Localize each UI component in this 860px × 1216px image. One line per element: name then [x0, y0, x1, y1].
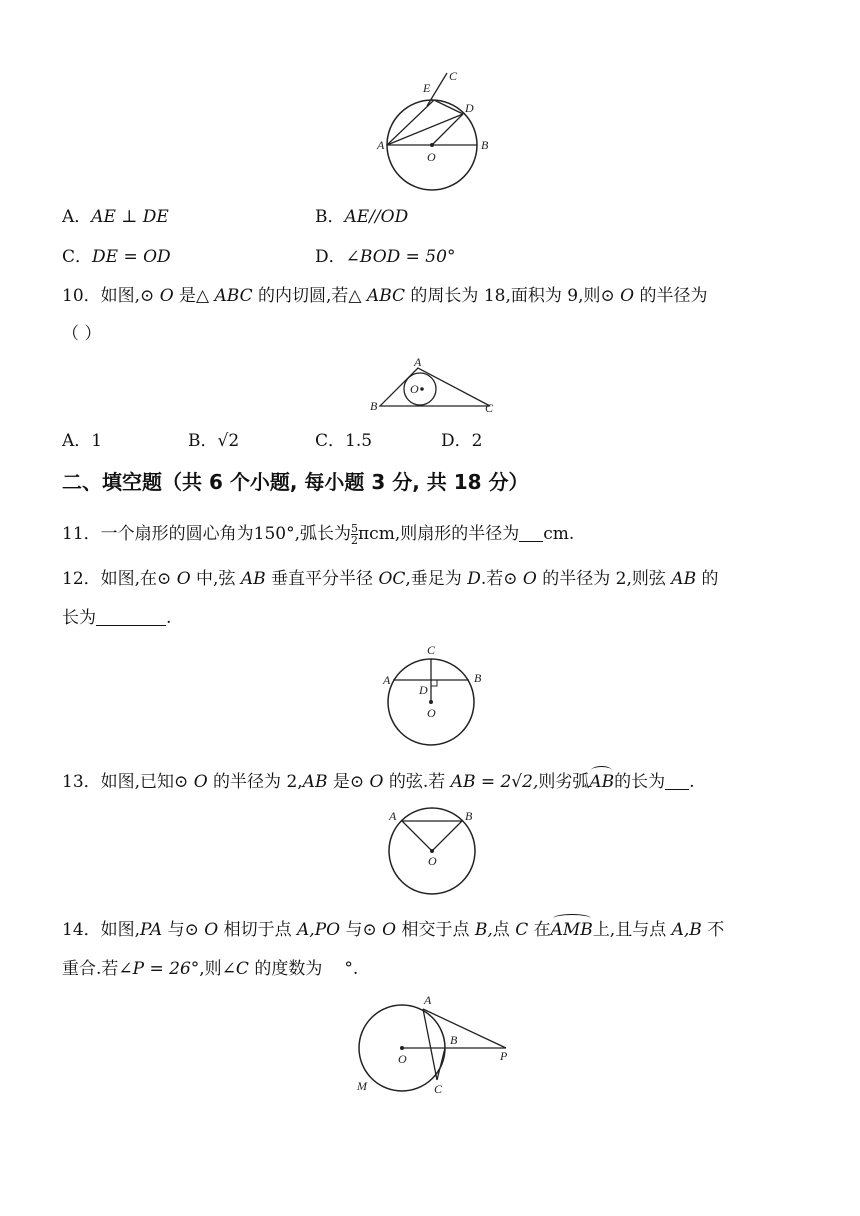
q9-options-row1: [62, 205, 169, 229]
q9-option-a-label: A．: [62, 207, 92, 227]
fig9-label-a: A: [377, 138, 385, 152]
fig13-label-a: A: [389, 809, 397, 823]
q9-figure: [375, 68, 495, 193]
q13-answer-blank[interactable]: [665, 771, 689, 790]
fig14-label-o: O: [398, 1052, 407, 1066]
q9-option-d-label: D．: [315, 247, 346, 267]
q10-text-1: 如图,⊙: [100, 286, 155, 306]
fig10-label-a: A: [414, 355, 422, 369]
q10-option-a: A．1: [62, 431, 103, 451]
q14-figure: [352, 992, 522, 1097]
fig12-label-c: C: [427, 643, 436, 657]
q9-option-d: [315, 245, 455, 269]
q9-option-c-label: C．: [62, 247, 93, 267]
q10-option-b: B．√2: [188, 431, 240, 451]
q12-answer-blank[interactable]: [96, 607, 166, 626]
q10-figure: [368, 356, 498, 416]
q12-line2: 长为 .: [62, 608, 172, 628]
q10-circle-o-2: O: [620, 286, 635, 306]
fig9-label-d: D: [465, 101, 474, 115]
q13-stem: 13．如图,已知⊙ O 的半径为 2,AB 是⊙ O 的弦.若 AB = 2√2,则劣弧AB的长为 .: [62, 772, 695, 792]
q10-text-3: 的内切圆,若△: [258, 286, 362, 306]
q11-stem: [62, 522, 574, 546]
fig13-label-o: O: [428, 854, 437, 868]
q10-text-5: 的半径为: [639, 286, 708, 306]
q11-text-3: cm.: [543, 524, 575, 544]
fig12-label-d: D: [419, 683, 428, 697]
q9-option-c-text: DE = OD: [92, 247, 171, 267]
q14-stem: 14．如图,PA 与⊙ O 相切于点 A,PO 与⊙ O 相交于点 B,点 C 在AMB上,且与点 A,B 不: [62, 920, 725, 940]
fig14-label-a: A: [424, 993, 432, 1007]
q14-arc-amb: AMB: [550, 920, 593, 940]
fig13-label-b: B: [465, 809, 473, 823]
q10-triangle-1: ABC: [214, 286, 253, 306]
fig12-label-b: B: [474, 671, 482, 685]
q12-number: 12．: [62, 569, 101, 589]
q13-figure: [380, 805, 480, 900]
q11-fraction: $\frac{5}{2}$: [351, 522, 358, 547]
q11-text-2: πcm,则扇形的半径为: [358, 524, 520, 544]
q14-answer-blank[interactable]: [322, 958, 344, 977]
q10-option-c: C．1.5: [315, 431, 373, 451]
q13-number: 13．: [62, 772, 101, 792]
q9-option-b-text: AE//OD: [344, 207, 409, 227]
q14-line2: 重合.若∠P = 26°,则∠C 的度数为 °.: [62, 959, 359, 979]
q9-options-row2: [62, 245, 171, 269]
q10-option-d: D．2: [441, 431, 483, 451]
q12-figure: [378, 640, 488, 755]
fig14-label-b: B: [450, 1033, 458, 1047]
fig9-label-o: O: [427, 150, 436, 164]
q11-text-1: 一个扇形的圆心角为150°,弧长为: [100, 524, 351, 544]
fig12-label-o: O: [427, 706, 436, 720]
fig12-label-a: A: [383, 673, 391, 687]
q10-text-4: 的周长为 18,面积为 9,则⊙: [410, 286, 615, 306]
q13-arc-ab: AB: [589, 772, 615, 792]
section-2-heading: 二、填空题（共 6 个小题, 每小题 3 分, 共 18 分）: [62, 470, 529, 494]
q11-number: 11．: [62, 524, 101, 544]
q11-answer-blank[interactable]: [519, 523, 543, 542]
fig10-label-b: B: [370, 399, 378, 413]
fig10-label-c: C: [485, 401, 494, 415]
q9-option-b-label: B．: [315, 207, 345, 227]
q10-text-2: 是△: [179, 286, 210, 306]
q10-number: 10．: [62, 286, 101, 306]
fig14-label-p: P: [500, 1049, 508, 1063]
fig10-label-o: O: [410, 382, 419, 396]
q9-option-b: [315, 205, 408, 229]
fig14-label-m: M: [357, 1079, 367, 1093]
q9-option-d-text: ∠BOD = 50°: [345, 247, 456, 267]
fig14-label-c: C: [434, 1082, 443, 1096]
q10-circle-o-1: O: [159, 286, 174, 306]
q12-stem: 12．如图,在⊙ O 中,弦 AB 垂直平分半径 OC,垂足为 D.若⊙ O 的半径为 2,则弦 AB 的: [62, 569, 719, 589]
fig9-label-c: C: [449, 69, 458, 83]
fig9-label-e: E: [423, 81, 431, 95]
q10-options: [62, 429, 102, 453]
fig9-label-b: B: [481, 138, 489, 152]
q10-stem: [62, 284, 707, 308]
q14-number: 14．: [62, 920, 101, 940]
q10-triangle-2: ABC: [366, 286, 406, 306]
q9-option-a-text: AE ⊥ DE: [91, 207, 169, 227]
q10-paren: （ ）: [62, 324, 102, 344]
